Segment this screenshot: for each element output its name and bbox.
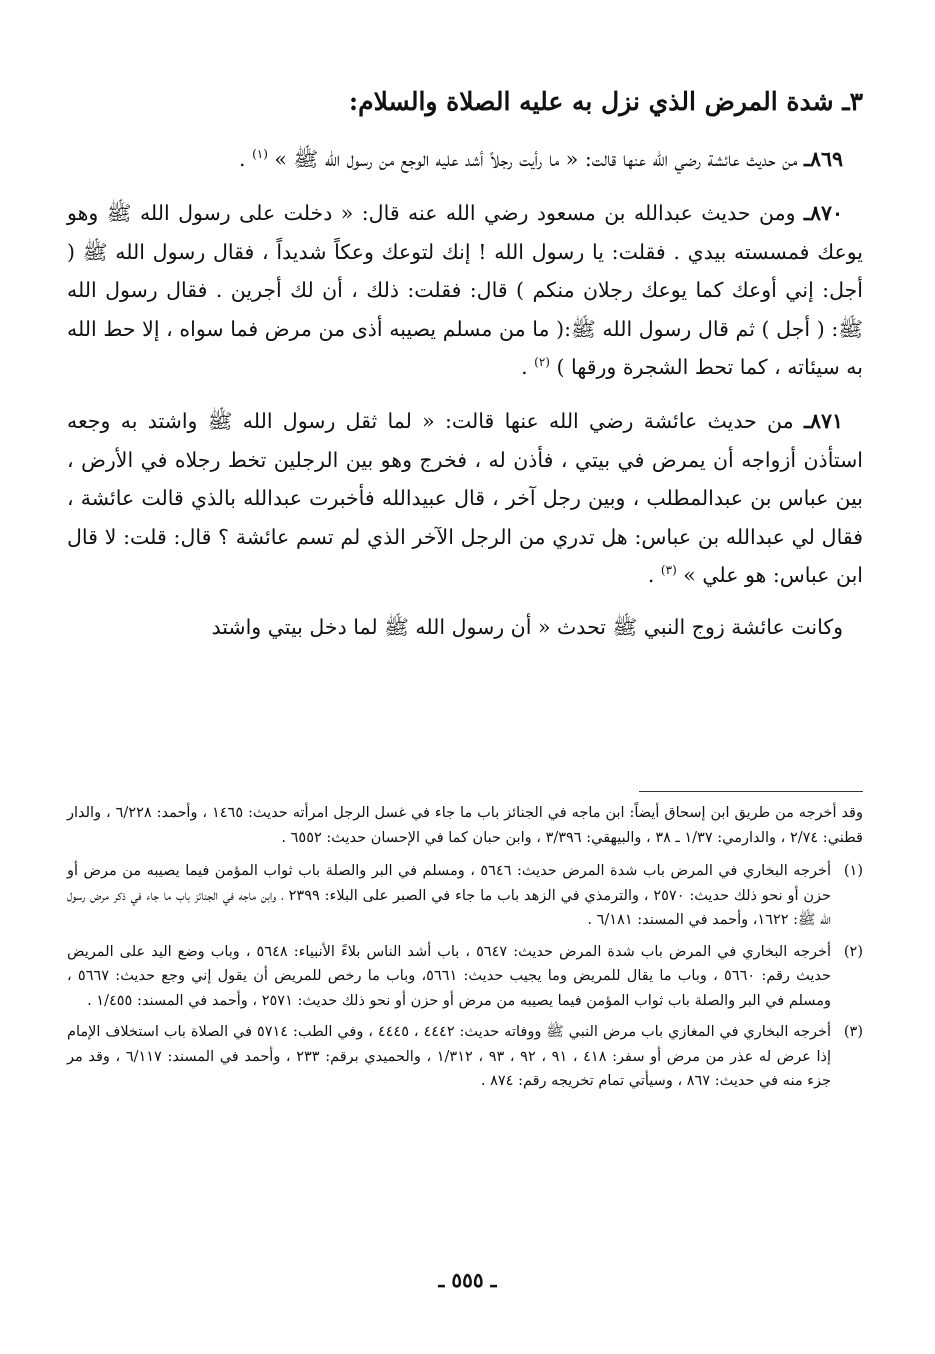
hadith-871 <box>67 402 863 594</box>
hadith-number: ٨٦٩ـ <box>803 147 843 171</box>
hadith-text: من حديث عائشة رضي الله عنها قالت: « لما ثقل رسول الله ﷺ واشتد به وجعه استأذن أزواجه أن يمرض في بيتي ، فأذن له ، فخرج وهو بين الرجلين تخط رجلاه في الأرض ، بين عباس بن عبدالمطلب ، وبين رجل آخر ، قال عبيدالله فأخبرت عبدالله بالذي قالت عائشة ، فقال لي عبدالله بن عباس: هل تدري من الرجل الآخر الذي لم تسم عائشة ؟ قال: قلت: لا قال ابن عباس: هو علي » <box>67 409 863 588</box>
footnote-mark: (٣) <box>843 1024 863 1040</box>
section-heading: ٣ـ شدة المرض الذي نزل به عليه الصلاة والسلام: <box>348 87 863 116</box>
main-text <box>67 140 863 663</box>
footnote-mark: (٢) <box>843 943 863 960</box>
hadith-870 <box>67 194 863 386</box>
hadith-text: من حديث عائشة رضي الله عنها قالت: « ما رأيت رجلاً أشد عليه الوجع من رسول الله ﷺ » <box>274 147 798 171</box>
footnote-3 <box>67 1020 863 1094</box>
page-number: ـ ٥٥٥ ـ <box>438 1268 497 1292</box>
footnote-2 <box>67 940 863 1014</box>
footnote-carryover: وقد أخرجه من طريق ابن إسحاق أيضاً: ابن ماجه في الجنائز باب ما جاء في غسل الرجل امرأته حديث: ١٤٦٥ ، وأحمد: ٦/٢٢٨ ، والدار قطني: ٢/٧٤ ، والدارمي: ١/٣٧ ـ ٣٨ ، والبيهقي: ٣/٣٩٦ ، وابن حبان كما في الإحسان حديث: ٦٥٥٢ . <box>67 805 863 846</box>
hadith-number: ٨٧٠ـ <box>803 201 843 226</box>
footnote-1 <box>67 859 863 933</box>
footnote-reference: (٣) <box>660 563 677 578</box>
footnote-divider <box>639 791 863 792</box>
hadith-869 <box>67 140 863 178</box>
footnote-mark: (١) <box>843 863 863 879</box>
sentence-end: . <box>239 147 246 171</box>
footnote-text: أخرجه البخاري في المرض باب شدة المرض حديث: ٥٦٤٧ ، باب أشد الناس بلاءً الأنبياء: ٥٦٤٨ ، وباب وضع اليد على المريض حديث رقم: ٥٦٦٠ ، وباب ما يقال للمريض وما يجيب حديث: ٥٦٦١، وباب ما رخص للمريض أن يقول إني وجع حديث: ٥٦٦٧ ، ومسلم في البر والصلة باب ثواب المؤمن فيما يصيبه من مرض أو حزن أو نحو ذلك حديث: ٢٥٧١ ، وأحمد في المسند: ١/٤٥٥ . <box>67 943 831 1009</box>
sentence-end: . <box>521 355 528 380</box>
continuation-paragraph: وكانت عائشة زوج النبي ﷺ تحدث « أن رسول الله ﷺ لما دخل بيتي واشتد <box>211 615 843 640</box>
footnote-text: أخرجه البخاري في المرض باب شدة المرض حديث: ٥٦٤٦ ، ومسلم في البر والصلة باب ثواب المؤمن فيما يصيبه من مرض أو حزن أو نحو ذلك حديث: ٢٥٧٠ ، والترمذي في الزهد باب ما جاء في الصبر على البلاء: ٢٣٩٩ ، وابن ماجه في الجنائز باب ما جاء في ذكر مرض رسول الله ﷺ: ١٦٢٢، وأحمد في المسند: ٦/١٨١ . <box>67 863 831 928</box>
sentence-end: . <box>647 563 655 588</box>
hadith-text: ومن حديث عبدالله بن مسعود رضي الله عنه قال: « دخلت على رسول الله ﷺ وهو يوعك فمسسته بيدي . فقلت: يا رسول الله ! إنك لتوعك وعكاً شديداً ، فقال رسول الله ﷺ ( أجل: إني أوعك كما يوعك رجلان منكم ) قال: فقلت: ذلك ، أن لك أجرين . فقال رسول الله ﷺ: ( أجل ) ثم قال رسول الله ﷺ:( ما من مسلم يصيبه أذى من مرض فما سواه ، إلا حط الله به سيئاته ، كما تحط الشجرة ورقها ) <box>67 201 863 380</box>
footnote-reference: (٢) <box>534 355 550 370</box>
footnote-text: أخرجه البخاري في المغازي باب مرض النبي ﷺ ووفاته حديث: ٤٤٤٢ ، ٤٤٤٥ ، وفي الطب: ٥٧١٤ في الصلاة باب استخلاف الإمام إذا عرض له عذر من مرض أو سفر: ٤١٨ ، ٩١ ، ٩٢ ، ٩٣ ، ١/٣١٢ ، والحميدي برقم: ٢٣٣ ، وأحمد في المسند: ٦/١١٧ ، وقد مر جزء منه في حديث: ٨٦٧ ، وسيأتي تمام تخريجه رقم: ٨٧٤ . <box>67 1024 832 1089</box>
hadith-number: ٨٧١ـ <box>803 409 843 434</box>
footnote-reference: (١) <box>252 147 268 162</box>
footnotes <box>67 801 863 1101</box>
